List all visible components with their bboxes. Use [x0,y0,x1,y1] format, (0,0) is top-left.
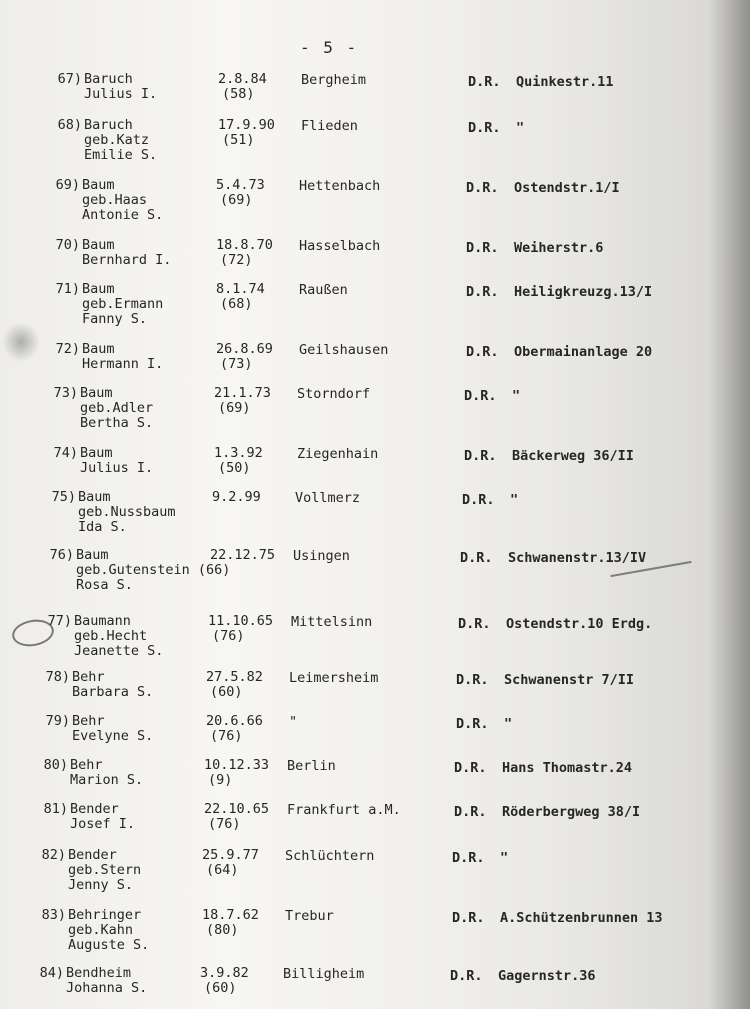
status: D.R. [460,550,493,566]
surname: Behr [72,669,105,685]
age: (76) [208,816,241,832]
name-line-3: Antonie S. [82,207,164,223]
entry-number: 69) [55,177,80,193]
status: D.R. [464,448,497,464]
status: D.R. [458,616,491,632]
name-line-2: geb.Ermann [82,296,164,312]
name-line-2: Hermann I. [82,356,164,372]
address: " [510,492,519,508]
name-line-3: Rosa S. [76,577,133,593]
status: D.R. [452,910,485,926]
age: (80) [206,922,239,938]
entry-number: 76) [49,547,74,563]
age: (60) [204,980,237,996]
surname: Baum [82,237,115,253]
list-item [0,966,738,1009]
birth-date: 27.5.82 [206,669,263,685]
name-line-2: Barbara S. [72,684,154,700]
birthplace: Storndorf [297,386,371,402]
address: Ostendstr.10 Erdg. [506,616,653,632]
name-line-3: Emilie S. [84,147,158,163]
age: (60) [210,684,243,700]
address: Gagernstr.36 [498,968,596,984]
age: (73) [220,356,253,372]
name-line-2: geb.Gutenstein (66) [76,562,231,578]
address: Schwanenstr 7/II [504,672,635,688]
age: (64) [206,862,239,878]
entry-number: 77) [47,613,72,629]
name-line-2: Bernhard I. [82,252,172,268]
name-line-2: Marion S. [70,772,144,788]
birthplace: Raußen [299,282,348,298]
birthplace: Ziegenhain [297,446,379,462]
age: (69) [218,400,251,416]
birthplace: Vollmerz [295,490,361,506]
birthplace: Geilshausen [299,342,389,358]
entry-number: 82) [41,847,66,863]
entry-number: 81) [43,801,68,817]
surname: Baum [76,547,109,563]
status: D.R. [456,716,489,732]
address: " [504,716,513,732]
name-line-3: Ida S. [78,519,127,535]
entry-number: 83) [41,907,66,923]
entry-number: 80) [43,757,68,773]
birth-date: 22.12.75 [210,547,276,563]
status: D.R. [466,240,499,256]
age: (76) [212,628,245,644]
birthplace: Hasselbach [299,238,381,254]
entry-number: 79) [45,713,70,729]
age: (50) [218,460,251,476]
list-item [4,282,750,338]
status: D.R. [466,344,499,360]
birth-date: 17.9.90 [218,117,275,133]
age: (58) [222,86,255,102]
status: D.R. [464,388,497,404]
surname: Bender [68,847,117,863]
status: D.R. [454,804,487,820]
surname: Behringer [68,907,142,923]
birth-date: 25.9.77 [202,847,259,863]
age: (51) [222,132,255,148]
status: D.R. [462,492,495,508]
status: D.R. [466,284,499,300]
surname: Baum [82,341,115,357]
entry-number: 67) [57,71,82,87]
list-item [2,386,750,442]
birthplace: Flieden [301,118,358,134]
address: Heiligkreuzg.13/I [514,284,653,300]
address: Bäckerweg 36/II [512,448,634,464]
address: Obermainanlage 20 [514,344,653,360]
birthplace: Schlüchtern [285,848,375,864]
address: Ostendstr.1/I [514,180,620,196]
birth-date: 21.1.73 [214,385,271,401]
list-item [0,614,746,670]
name-line-2: geb.Katz [84,132,150,148]
list-item [4,178,750,234]
surname: Baum [80,445,113,461]
status: D.R. [452,850,485,866]
entry-number: 70) [55,237,80,253]
age: (76) [210,728,243,744]
entry-number: 71) [55,281,80,297]
entry-number: 75) [51,489,76,505]
name-line-2: geb.Stern [68,862,142,878]
entry-number: 73) [53,385,78,401]
surname: Behr [72,713,105,729]
surname: Bender [70,801,119,817]
name-line-3: Fanny S. [82,311,148,327]
name-line-2: geb.Adler [80,400,154,416]
birthplace: Billigheim [283,966,365,982]
status: D.R. [468,74,501,90]
name-line-2: geb.Haas [82,192,148,208]
address: Hans Thomastr.24 [502,760,633,776]
birth-date: 10.12.33 [204,757,270,773]
surname: Baum [82,281,115,297]
list-item [6,118,750,174]
surname: Bendheim [66,965,132,981]
status: D.R. [466,180,499,196]
surname: Baum [78,489,111,505]
birthplace: Frankfurt a.M. [287,802,401,818]
address: A.Schützenbrunnen 13 [500,910,663,926]
entry-number: 68) [57,117,82,133]
entry-number: 84) [39,965,64,981]
address: " [512,388,521,404]
name-line-2: Julius I. [84,86,158,102]
name-line-2: Evelyne S. [72,728,154,744]
birth-date: 1.3.92 [214,445,263,461]
name-line-2: Johanna S. [66,980,148,996]
address: " [500,850,509,866]
birthplace: Berlin [287,758,336,774]
address: " [516,120,525,136]
birth-date: 26.8.69 [216,341,273,357]
surname: Baum [80,385,113,401]
birthplace: Trebur [285,908,334,924]
birthplace: Hettenbach [299,178,381,194]
entry-number: 78) [45,669,70,685]
birth-date: 3.9.82 [200,965,249,981]
birth-date: 22.10.65 [204,801,270,817]
birth-date: 2.8.84 [218,71,267,87]
birthplace: Bergheim [301,72,367,88]
birth-date: 11.10.65 [208,613,274,629]
age: (9) [208,772,233,788]
address: Schwanenstr.13/IV [508,550,647,566]
page-number: - 5 - [300,38,359,57]
birth-date: 18.8.70 [216,237,273,253]
name-line-3: Jeanette S. [74,643,164,659]
surname: Baruch [84,71,133,87]
name-line-3: Jenny S. [68,877,134,893]
status: D.R. [456,672,489,688]
name-line-2: Julius I. [80,460,154,476]
entry-number: 72) [55,341,80,357]
birthplace: Mittelsinn [291,614,373,630]
address: Weiherstr.6 [514,240,604,256]
list-item [0,548,748,604]
name-line-2: geb.Kahn [68,922,134,938]
age: (68) [220,296,253,312]
age: (69) [220,192,253,208]
birth-date: 20.6.66 [206,713,263,729]
birth-date: 9.2.99 [212,489,261,505]
entry-number: 74) [53,445,78,461]
status: D.R. [468,120,501,136]
status: D.R. [450,968,483,984]
birth-date: 5.4.73 [216,177,265,193]
name-line-2: Josef I. [70,816,136,832]
surname: Baumann [74,613,131,629]
name-line-2: geb.Nussbaum [78,504,176,520]
birthplace: Usingen [293,548,350,564]
surname: Baruch [84,117,133,133]
name-line-3: Bertha S. [80,415,154,431]
age: (72) [220,252,253,268]
birthplace: Leimersheim [289,670,379,686]
birth-date: 18.7.62 [202,907,259,923]
list-item [0,908,740,964]
name-line-3: Auguste S. [68,937,150,953]
birth-date: 8.1.74 [216,281,265,297]
list-item [0,848,740,904]
status: D.R. [454,760,487,776]
name-line-2: geb.Hecht [74,628,148,644]
address: Röderbergweg 38/I [502,804,641,820]
address: Quinkestr.11 [516,74,614,90]
list-item [0,490,750,546]
surname: Behr [70,757,103,773]
surname: Baum [82,177,115,193]
birthplace: " [289,714,298,730]
